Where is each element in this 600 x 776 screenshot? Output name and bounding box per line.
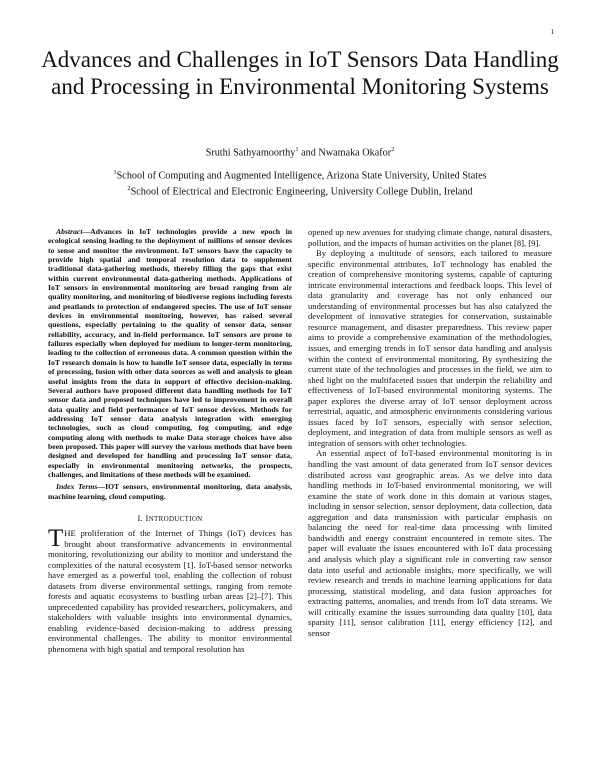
affiliations (40, 166, 560, 199)
page-number: 1 (550, 28, 554, 36)
abstract-label: Abstract (56, 227, 83, 236)
index-terms-label: Index Terms (56, 482, 98, 492)
abstract-text: —Advances in IoT technologies provide a new epoch in ecological sensing leading to the deployment of millions of sensor devices to sense and monitor the environment. IoT sensors have the capacity to provide high spatial and temporal resolution data to supplement traditional data-gathering methods, thereby filling the gaps that exist within current environmental data-gathering methods. Applications of IoT sensors in environmental monitoring are broad ranging from air quality monitoring, and monitoring of biodiverse regions including forests and peatlands to protection of endangered species. The use of IoT sensor devices in environmental monitoring, however, has raised several questions, especially pertaining to the quality of sensor data, sensor reliability, accuracy, and in-field performance. IoT sensors are prone to failures especially when deployed for medium to longer-term monitoring, leading to the collection of erroneous data. A common question within the IoT research domain is how to handle IoT sensor data, especially in terms of processing, fusion with other data sources as well and analysis to glean useful insights from the data in support of effective decision-making. Several authors have proposed different data handling methods for IoT sensor data and proposed techniques have led to improvement in overall data quality and field performance of IoT sensor devices. Methods for addressing IoT sensor data analysis integration with emerging technologies, such as cloud computing, fog computing, and edge computing along with methods to make Data storage choices have also been proposed. This paper will survey the various methods that have been designed and developed for handling and processing IoT sensor data, especially in environmental monitoring networks, the prospects, challenges, and limitations of these methods will be examined. (48, 227, 292, 479)
author-2-affil-mark: 2 (391, 146, 395, 153)
index-terms (48, 482, 292, 501)
paper-title: Advances and Challenges in IoT Sensors Data Handling and Processing in Environmental Monitoring Systems (41, 47, 559, 99)
index-terms-text: —IOT sensors, environmental monitoring, data analysis, machine learning, cloud computing. (48, 482, 292, 501)
intro-paragraph-3: An essential aspect of IoT-based environmental monitoring is in handling the vast amount of data generated from IoT sensor devices distributed across vast geographic areas. As we delve into data handling methods in IoT-based environmental monitoring, we will examine the state of work done in this domain at various stages, including in sensor selection, sensor deployment, data collection, data aggregation and data transmission with particular emphasis on balancing the need for real-time data processing with limited bandwidth and energy constraint encountered in remote sites. The paper will evaluate the issues encountered with IoT data processing and analysis which play a significant role in converting raw sensor data into useful and actionable insights, more specifically, we will review research and trends in machine learning applications for data processing, statistical modeling, and data fusion approaches for extracting patterns, anomalies, and trends from IoT data streams. We will critically examine the issues surrounding data quality [10], data sparsity [11], sensor calibration [11], energy efficiency [12], and sensor (308, 448, 552, 638)
affiliation-1: $^1$School of Computing and Augmented Intelligence, Arizona State University, United States (113, 169, 487, 182)
left-column (48, 227, 292, 655)
abstract (48, 227, 292, 479)
author-2: Nwamaka Okafor (318, 147, 392, 159)
intro-paragraph-continued: opened up new avenues for studying climate change, natural disasters, pollution, and the impacts of human activities on the planet [8], [9]. (308, 227, 552, 248)
affiliation-2: $^2$School of Electrical and Electronic Engineering, University College Dublin, Ireland (127, 185, 473, 198)
drop-cap: T (48, 524, 64, 552)
section-heading-introduction: I. INTRODUCTION (137, 512, 203, 523)
author-line (40, 146, 560, 158)
author-1: Sruthi Sathyamoorthy (205, 147, 296, 159)
intro-paragraph-2: By deploying a multitude of sensors, each tailored to measure specific environmental attributes, IoT technology has enabled the creation of comprehensive monitoring systems, capable of capturing intricate environmental interactions and feedback loops. This level of data granularity and coverage has not only enhanced our understanding of environmental processes but has also catalyzed the development of innovative strategies for conservation, sustainable resource management, and disaster preparedness. This review paper aims to provide a comprehensive examination of the methodologies, issues, and emerging trends in IoT sensor data handling and analysis within the context of environmental monitoring. By synthesizing the current state of the technologies and processes in the field, we aim to shed light on the multifaceted issues that underpin the reliability and effectiveness of IoT-based environmental monitoring systems. The paper explores the diverse array of IoT sensor deployment across terrestrial, aquatic, and atmospheric environments considering various issues faced by IoT sensors, especially with sensor selection, deployment, and integration of data from multiple sensors as well as integration of sensors with other technologies. (308, 248, 552, 448)
intro-paragraph-1: THE proliferation of the Internet of Things (IoT) devices has brought about transformative advancements in environmental monitoring, revolutionizing our ability to monitor and understand the complexities of the natural ecosystem [1]. IoT-based sensor networks have emerged as a powerful tool, enabling the collection of robust datasets from diverse environmental settings, ranging from remote forests and aquatic ecosystems to bustling urban areas [2]–[7]. This unprecedented capability has provided researchers, policymakers, and stakeholders with valuable insights into environmental dynamics, enabling evidence-based decision-making to address pressing environmental challenges. The ability to monitor environmental phenomena with high spatial and temporal resolution has (48, 524, 292, 654)
author-1-affil-mark: 1 (295, 146, 299, 153)
author-conjunction: and (298, 147, 319, 159)
right-column (308, 227, 552, 638)
